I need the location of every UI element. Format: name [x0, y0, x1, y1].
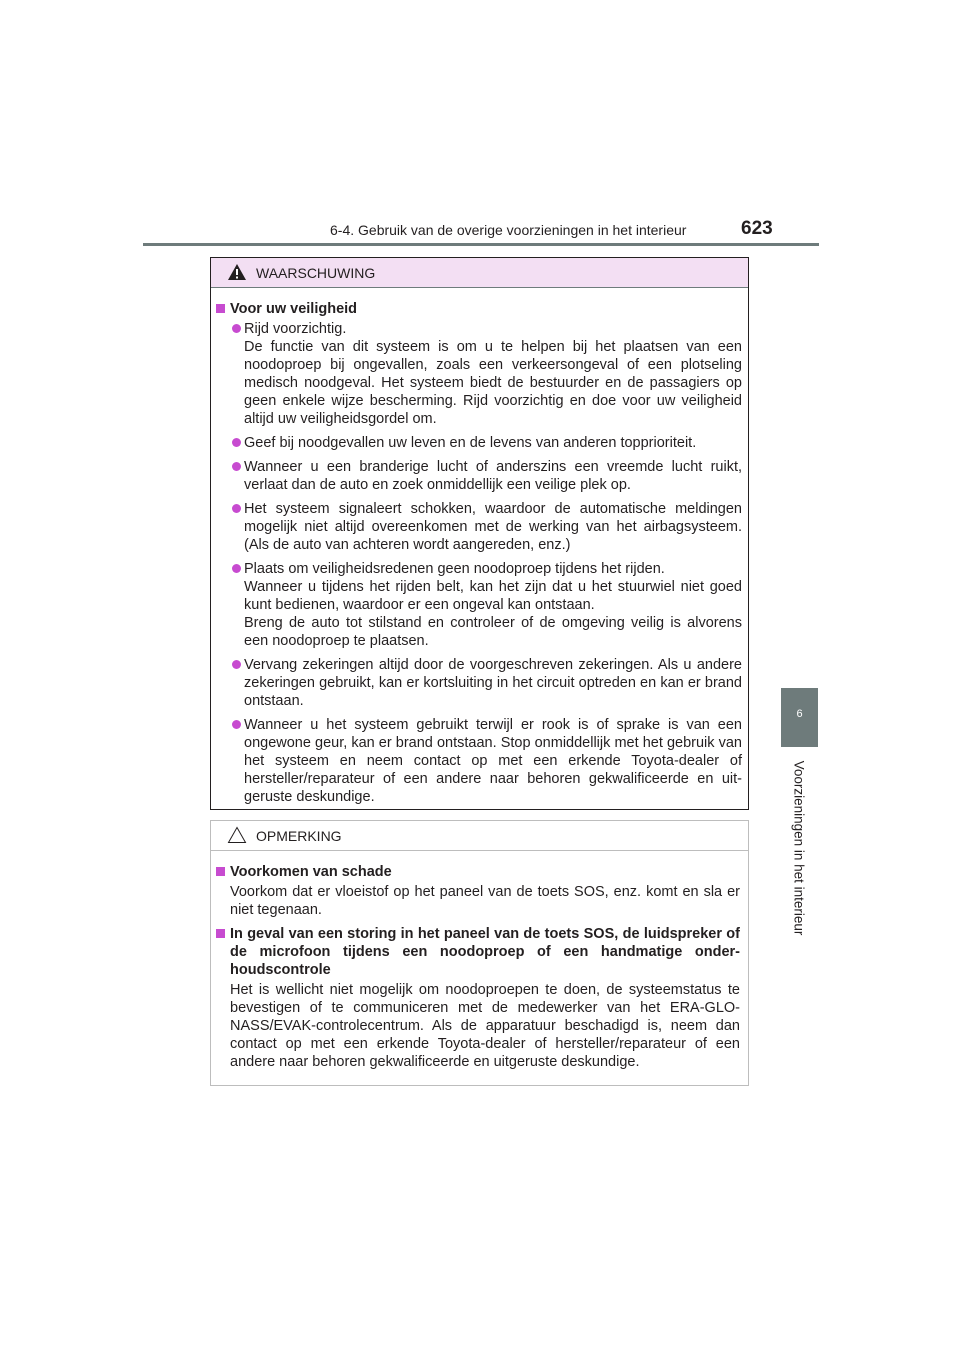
bullet-dot-icon [232, 504, 241, 513]
bullet-dot-icon [232, 564, 241, 573]
warning-box [210, 257, 749, 810]
chapter-label-text: Voorzieningen in het interieur [791, 760, 807, 936]
notice-text: Voorkom dat er vloeistof op het paneel van de toets SOS, enz. komt en sla er niet tegenaan. [230, 884, 740, 918]
notice-header [211, 821, 748, 851]
warning-bullet: Het systeem signaleert schokken, waardoor de automatische meldingen mogelijk niet altijd overeenkomen met de werking van het airbagsysteem. (Als de auto van achteren wordt aangereden, enz.) [216, 500, 742, 554]
page-number: 623 [741, 218, 773, 239]
chapter-tab: 6 [781, 688, 818, 747]
warning-title: WAARSCHUWING [256, 265, 376, 281]
warning-bullet: Plaats om veiligheidsredenen geen noodoproep tijdens het rijden. Wanneer u tijdens het rijden belt, kan het zijn dat u het stuurwiel niet goed kunt bedienen, waardoor er een ongeval kan ontstaan. Breng de auto tot stilstand en controleer of de omgeving veilig is alvorens een noodoproep te plaatsen. [216, 560, 742, 650]
bullet-dot-icon [232, 720, 241, 729]
warning-triangle-icon [227, 263, 247, 281]
square-bullet-icon [216, 929, 225, 938]
square-bullet-icon [216, 304, 225, 313]
notice-section-title: Voorkomen van schade [216, 863, 740, 881]
square-bullet-icon [216, 867, 225, 876]
bullet-dot-icon [232, 324, 241, 333]
notice-title: OPMERKING [256, 828, 342, 844]
warning-bullet: Rijd voorzichtig. De functie van dit systeem is om u te helpen bij het plaatsen van een noodoproep bij ongevallen, zoals een verkeersongeval of een plotseling medisch noodgeval. Het systeem biedt de bestuurder en de passagiers op geen enkele wijze bescherming. Rijd voorzichtig en doe voor uw veiligheid altijd uw veiligheidsgordel om. [216, 320, 742, 428]
notice-text: Het is wellicht niet mogelijk om noodoproepen te doen, de systeemstatus te bevestigen of te communiceren met de medewerker van het ERA-GLO-NASS/EVAK-controlecentrum. Als de apparatuur beschadigd is, neem dan contact op met een erkende Toyota-dealer of hersteller/reparateur of een andere naar behoren gekwalificeerde en uitgeruste deskundige. [230, 982, 740, 1070]
warning-section-title: Voor uw veiligheid [216, 300, 742, 318]
warning-body [211, 288, 748, 806]
bullet-dot-icon [232, 438, 241, 447]
bullet-dot-icon [232, 660, 241, 669]
warning-bullet: Wanneer u een branderige lucht of anderszins een vreemde lucht ruikt, verlaat dan de auto en zoek onmiddellijk een veilige plek op. [216, 458, 742, 494]
warning-bullet: Vervang zekeringen altijd door de voorgeschreven zekeringen. Als u andere zekeringen gebruikt, kan er kortsluiting in het circuit optreden en kan er brand ontstaan. [216, 656, 742, 710]
caution-outline-icon [227, 826, 247, 844]
header-rule [143, 243, 819, 246]
bullet-dot-icon [232, 462, 241, 471]
warning-bullet: Geef bij noodgevallen uw leven en de levens van anderen topprioriteit. [216, 434, 742, 452]
notice-section-title: In geval van een storing in het paneel van de toets SOS, de luidspreker of de microfoon tijdens een noodoproep of een handmatige onder-houdscontrole [216, 925, 740, 979]
warning-bullet: Wanneer u het systeem gebruikt terwijl er rook is of sprake is van een ongewone geur, kan er brand ontstaan. Stop onmiddellijk met het gebruik van het systeem en neem contact op met een erkende Toyota-dealer of hersteller/reparateur of een andere naar behoren gekwalificeerde en uit-geruste deskundige. [216, 716, 742, 806]
notice-body [211, 851, 748, 1071]
notice-box [210, 820, 749, 1086]
warning-header [211, 258, 748, 288]
section-title: 6-4. Gebruik van de overige voorzieningen in het interieur [330, 222, 687, 238]
